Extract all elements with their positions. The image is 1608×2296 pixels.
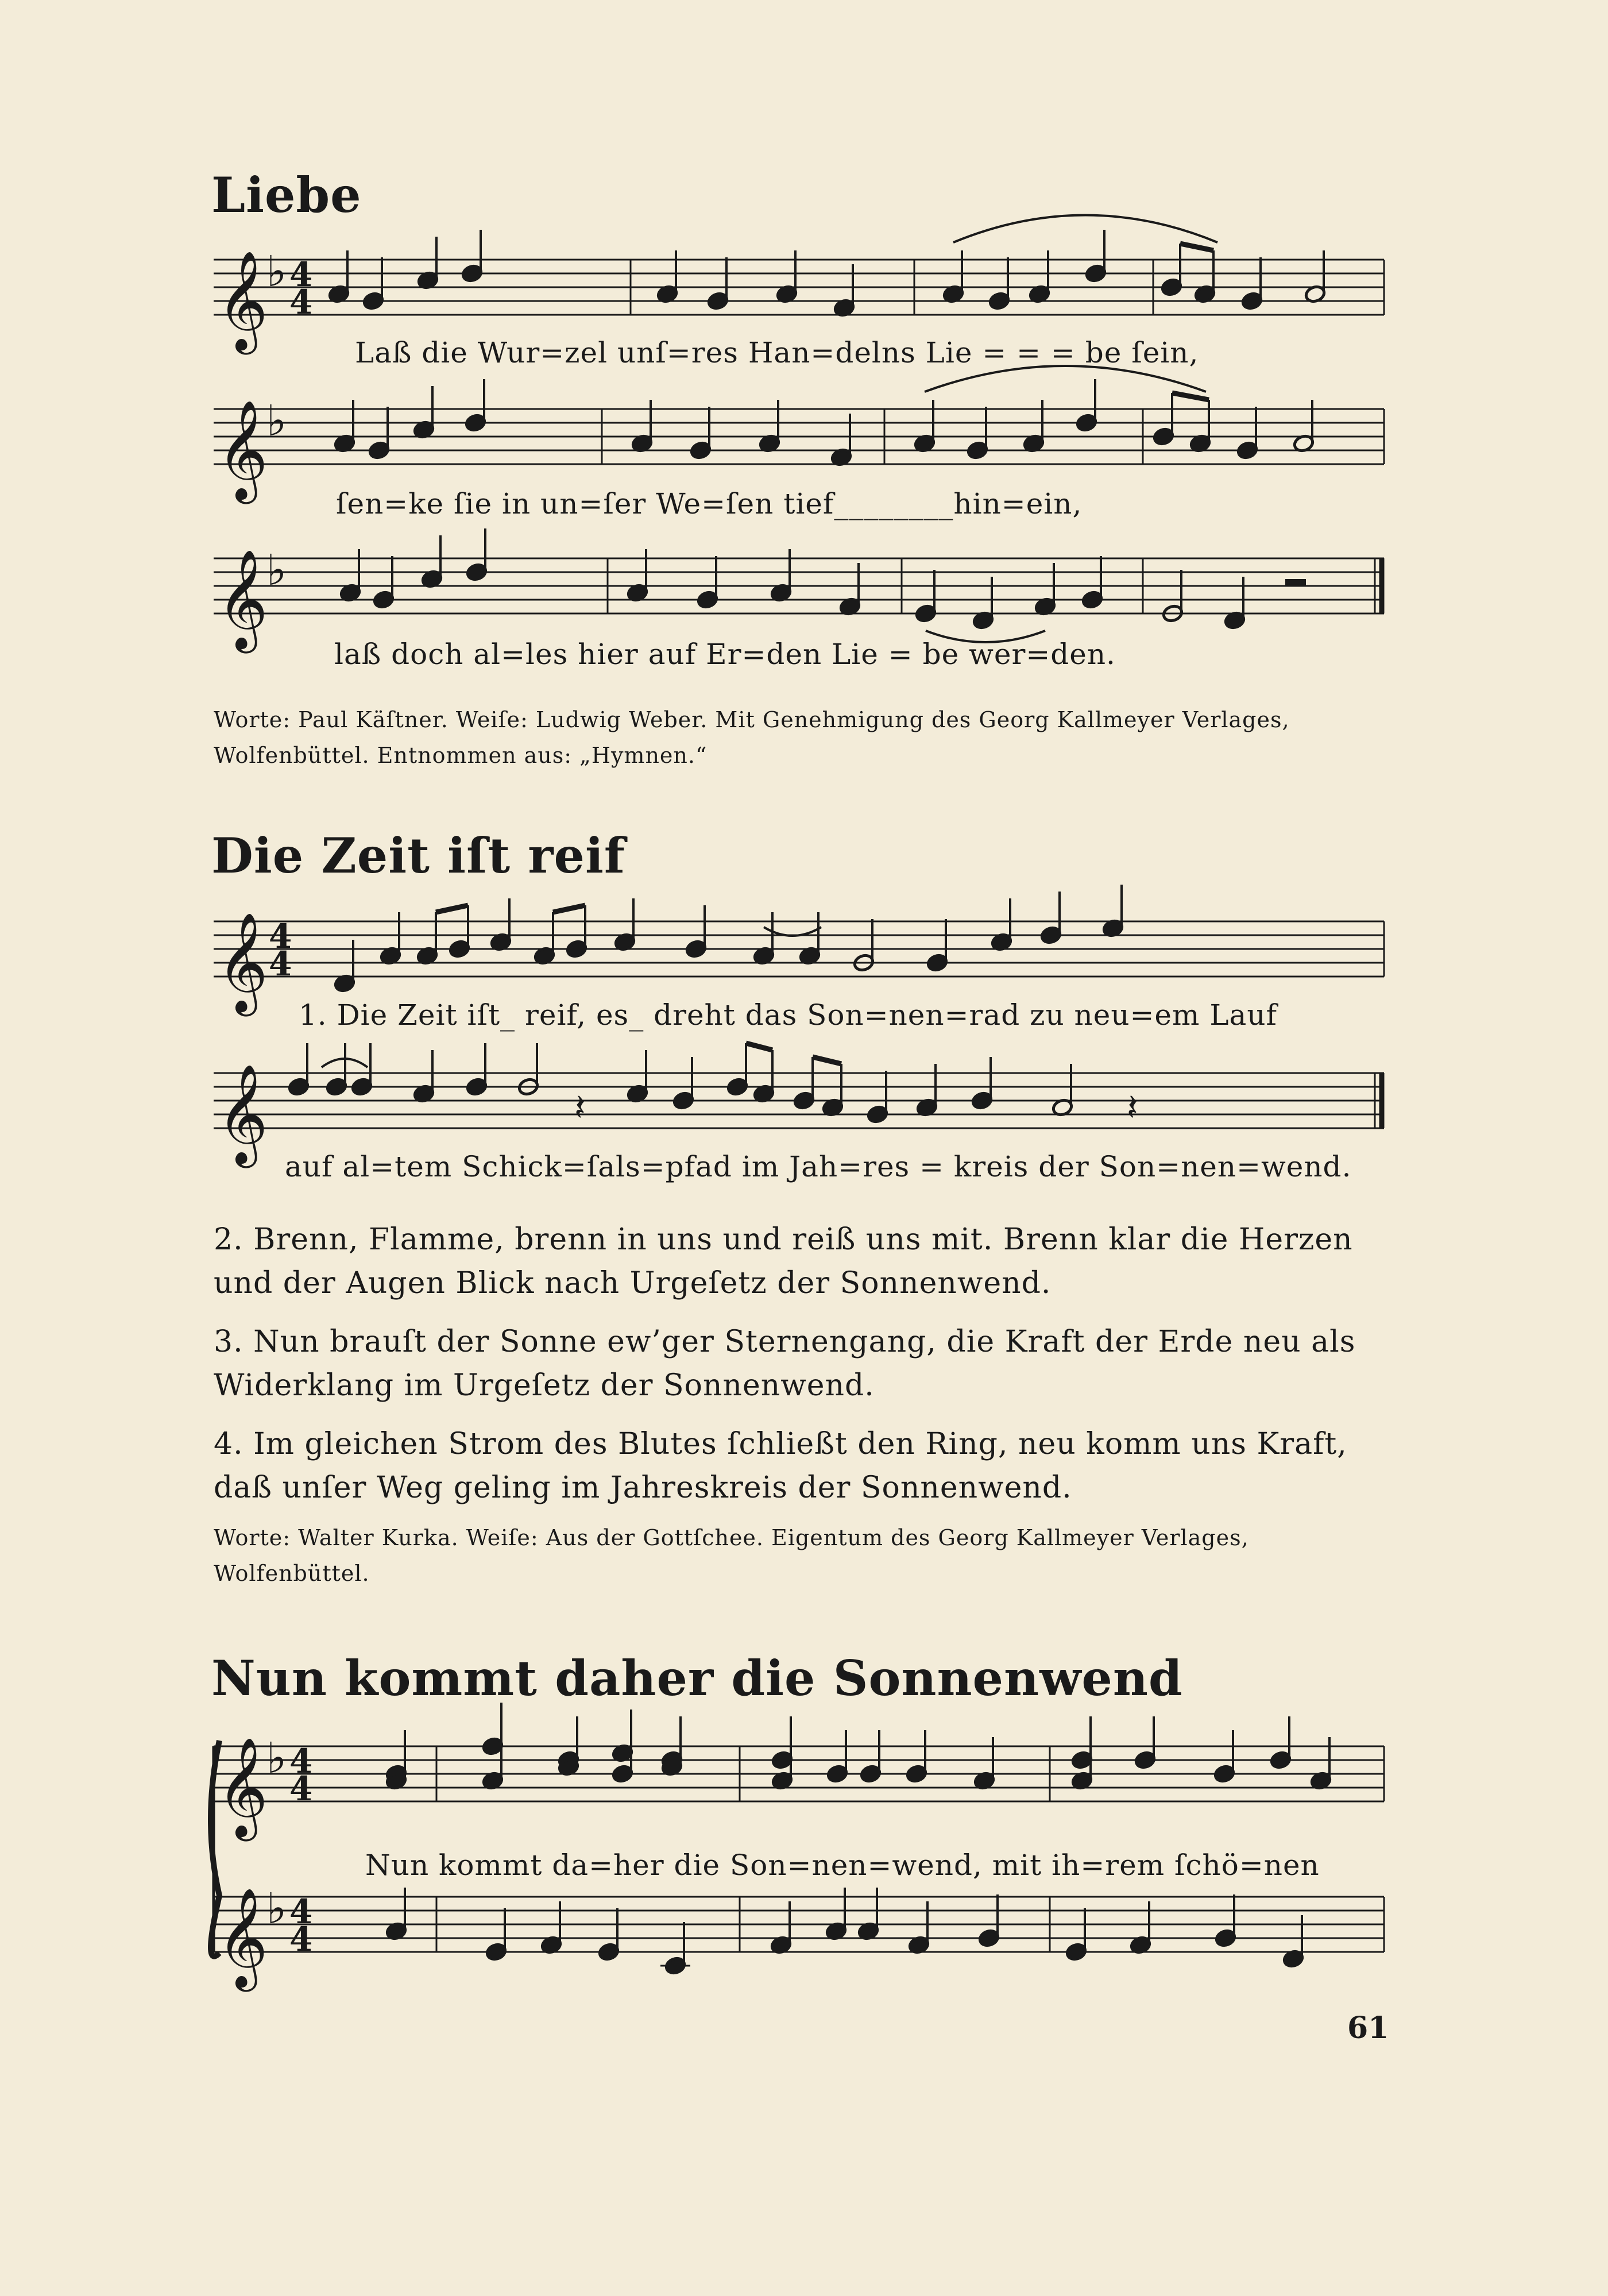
page-number: 61 [1347, 2011, 1389, 2046]
time-signature: 4 [269, 944, 292, 983]
half-rest-icon [1285, 579, 1306, 586]
song-title-sonnenwend: Nun kommt daher die Sonnenwend [211, 1650, 1183, 1707]
time-signature: 4 [289, 283, 313, 322]
time-signature: 4 [289, 1892, 313, 1931]
time-signature: 4 [269, 917, 292, 956]
lyric-line-liebe-1: Laß die Wur=zel unſ=res Han=delns Lie = = = be ſein, [355, 336, 1199, 369]
flat-icon: ♭ [266, 396, 287, 446]
beam [553, 905, 585, 912]
slur [953, 215, 1217, 243]
verse-3: 3. Nun brauſt der Sonne ew’ger Sternengang, die Kraft der Erde neu als Widerklang im Urgeſetz der Sonnenwend. [214, 1325, 1356, 1403]
beam [1172, 393, 1209, 400]
time-signature: 4 [289, 1742, 313, 1781]
beam [813, 1057, 841, 1064]
treble-clef-icon: 𝄞 [217, 549, 268, 649]
flat-icon: ♭ [266, 247, 287, 296]
lyric-line-liebe-3: laß doch al=les hier auf Er=den Lie = be wer=den. [334, 638, 1116, 671]
treble-clef-icon: 𝄞 [217, 1737, 268, 1837]
quarter-rest-icon: 𝄽 [574, 1087, 586, 1129]
credits-liebe: Worte: Paul Käſtner. Weiſe: Ludwig Weber. Mit Genehmigung des Georg Kallmeyer Verlages, Wolfenbüttel. Entnommen aus: „Hymnen.“ [214, 707, 1290, 768]
lyric-line-sonnenwend-1: Nun kommt da=her die Son=nen=wend, mit ih=rem ſchö=nen [365, 1849, 1320, 1882]
lyric-line-zeit-1: 1. Die Zeit iſt_ reif, es_ dreht das Son=nen=rad zu neu=em Lauf [299, 998, 1278, 1032]
flat-icon: ♭ [266, 1884, 287, 1934]
treble-clef-icon: 𝄞 [217, 1064, 268, 1164]
treble-clef-icon: 𝄞 [217, 250, 268, 350]
treble-clef-icon: 𝄞 [217, 400, 268, 500]
flat-icon: ♭ [266, 1734, 287, 1783]
time-signature: 4 [289, 255, 313, 294]
treble-clef-icon: 𝄞 [217, 912, 268, 1012]
time-signature: 4 [289, 1920, 313, 1959]
credits-die-zeit-ist-reif: Worte: Walter Kurka. Weiſe: Aus der Gottſchee. Eigentum des Georg Kallmeyer Verlages, Wolfenbüttel. [214, 1525, 1249, 1586]
lyric-line-liebe-2: ſen=ke ſie in un=ſer We=ſen tief________hin=ein, [336, 487, 1083, 520]
verse-4: 4. Im gleichen Strom des Blutes ſchließt den Ring, neu komm uns Kraft, daß unſer Weg geling im Jahreskreis der Sonnenwend. [214, 1427, 1347, 1505]
treble-clef-icon: 𝄞 [217, 1888, 268, 1988]
lyric-line-zeit-2: auf al=tem Schick=ſals=pfad im Jah=res = kreis der Son=nen=wend. [285, 1150, 1352, 1183]
time-signature: 4 [289, 1769, 313, 1808]
beam [1180, 244, 1213, 250]
quarter-rest-icon: 𝄽 [1127, 1087, 1138, 1129]
flat-icon: ♭ [266, 546, 287, 595]
slur [925, 366, 1206, 392]
beam [746, 1043, 772, 1050]
song-title-liebe: Liebe [211, 167, 362, 223]
verse-2: 2. Brenn, Flamme, brenn in uns und reiß uns mit. Brenn klar die Herzen und der Augen Blick nach Urgeſetz der Sonnenwend. [214, 1222, 1353, 1301]
song-title-die-zeit-ist-reif: Die Zeit iſt reif [211, 827, 625, 884]
beam [436, 905, 468, 912]
